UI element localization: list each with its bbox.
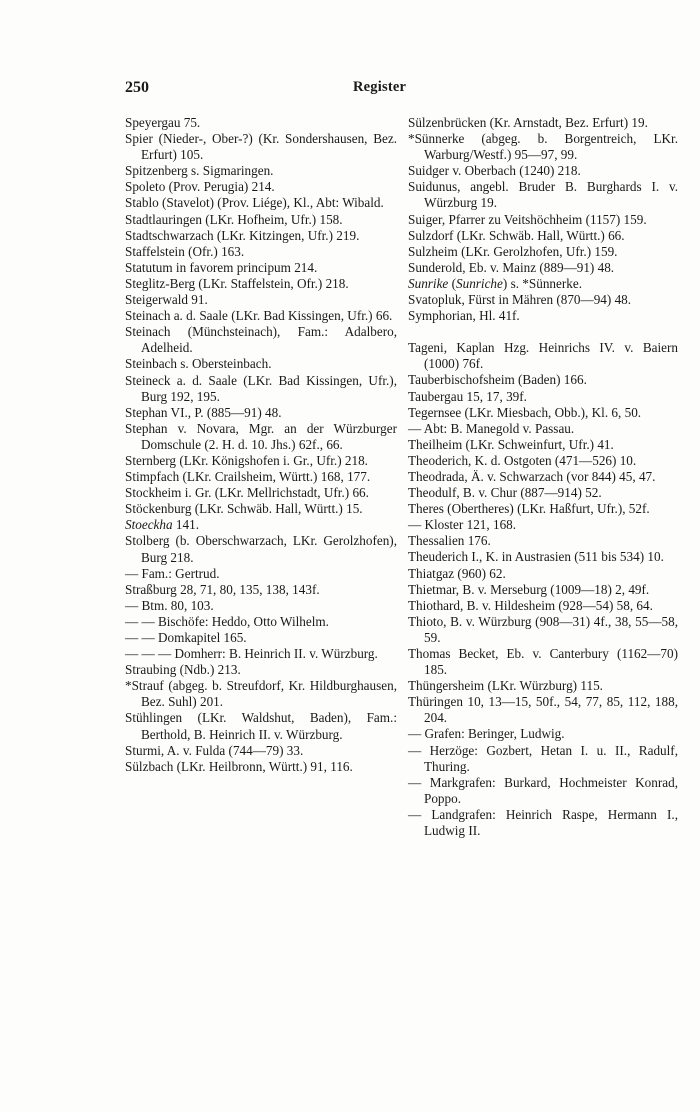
index-entry: Stimpfach (LKr. Crailsheim, Württ.) 168, 177.	[125, 469, 371, 485]
index-entry: *Strauf (abgeg. b. Streufdorf, Kr. Hildburghausen, Bez. Suhl) 201.	[125, 678, 397, 710]
index-entry: Svatopluk, Fürst in Mähren (870—94) 48.	[408, 292, 632, 308]
section-gap	[408, 324, 678, 340]
index-entry: Thomas Becket, Eb. v. Canterbury (1162—70) 185.	[408, 646, 678, 678]
index-column-left	[125, 115, 397, 775]
index-entry: Theodulf, B. v. Chur (887—914) 52.	[408, 485, 602, 501]
index-entry: Speyergau 75.	[125, 115, 201, 130]
index-entry: Stockheim i. Gr. (LKr. Mellrichstadt, Ufr.) 66.	[125, 485, 369, 501]
index-entry: Sturmi, A. v. Fulda (744—79) 33.	[125, 742, 304, 758]
index-entry: — Btm. 80, 103.	[125, 597, 214, 613]
index-entry: — Abt: B. Manegold v. Passau.	[408, 420, 575, 436]
index-entry: Tauberbischofsheim (Baden) 166.	[408, 372, 587, 388]
index-entry: Stablo (Stavelot) (Prov. Liége), Kl., Abt: Wibald.	[125, 195, 384, 211]
index-entry: Thietmar, B. v. Merseburg (1009—18) 2, 49f.	[408, 581, 650, 597]
index-entry: Suiger, Pfarrer zu Veitshöchheim (1157) 159.	[408, 211, 647, 227]
index-entry: Sülzbach (LKr. Heilbronn, Württ.) 91, 116.	[125, 758, 353, 774]
index-entry: Straubing (Ndb.) 213.	[125, 662, 241, 678]
index-entry: — Grafen: Beringer, Ludwig.	[408, 726, 565, 742]
index-entry: Steinach (Münchsteinach), Fam.: Adalbero, Adelheid.	[125, 324, 397, 356]
index-entry: Steglitz-Berg (LKr. Staffelstein, Ofr.) 218.	[125, 275, 349, 291]
index-entry: Stadtschwarzach (LKr. Kitzingen, Ufr.) 219.	[125, 227, 360, 243]
index-entry: Theodrada, Ä. v. Schwarzach (vor 844) 45, 47.	[408, 468, 656, 484]
index-entry: — Markgrafen: Burkard, Hochmeister Konrad, Poppo.	[408, 774, 678, 806]
index-entry: Stolberg (b. Oberschwarzach, LKr. Gerolzhofen), Burg 218.	[125, 533, 397, 565]
index-entry: *Sünnerke (abgeg. b. Borgentreich, LKr. Warburg/Westf.) 95—97, 99.	[408, 131, 678, 163]
index-column-right	[408, 115, 678, 839]
index-entry: Theuderich I., K. in Austrasien (511 bis 534) 10.	[408, 549, 664, 565]
index-entry: Sulzdorf (LKr. Schwäb. Hall, Württ.) 66.	[408, 227, 625, 243]
index-entry: Sülzenbrücken (Kr. Arnstadt, Bez. Erfurt) 19.	[408, 115, 648, 130]
index-entry: Steinach a. d. Saale (LKr. Bad Kissingen, Ufr.) 66.	[125, 308, 393, 324]
index-entry: Suidunus, angebl. Bruder B. Burghards I. v. Würzburg 19.	[408, 179, 678, 211]
index-entry: — Herzöge: Gozbert, Hetan I. u. II., Radulf, Thuring.	[408, 742, 678, 774]
index-entry: Tageni, Kaplan Hzg. Heinrichs IV. v. Baiern (1000) 76f.	[408, 340, 678, 372]
index-entry: Stoeckha 141.	[125, 517, 199, 533]
index-entry: Steineck a. d. Saale (LKr. Bad Kissingen, Ufr.), Burg 192, 195.	[125, 372, 397, 404]
index-entry: Stadtlauringen (LKr. Hofheim, Ufr.) 158.	[125, 211, 343, 227]
index-entry: Theilheim (LKr. Schweinfurt, Ufr.) 41.	[408, 436, 614, 452]
index-entry: Thessalien 176.	[408, 533, 491, 549]
index-entry: Stöckenburg (LKr. Schwäb. Hall, Württ.) 15.	[125, 501, 363, 517]
index-entry: — Landgrafen: Heinrich Raspe, Hermann I., Ludwig II.	[408, 806, 678, 839]
index-entry: Stephan VI., P. (885—91) 48.	[125, 404, 282, 420]
index-entry: Tegernsee (LKr. Miesbach, Obb.), Kl. 6, 50.	[408, 404, 642, 420]
index-entry: Stephan v. Novara, Mgr. an der Würzburger Domschule (2. H. d. 10. Jhs.) 62f., 66.	[125, 420, 397, 452]
index-entry: — Kloster 121, 168.	[408, 517, 517, 533]
index-entry: Taubergau 15, 17, 39f.	[408, 388, 527, 404]
index-entry: Spier (Nieder-, Ober-?) (Kr. Sondershausen, Bez. Erfurt) 105.	[125, 131, 397, 163]
index-entry: — — Bischöfe: Heddo, Otto Wilhelm.	[125, 613, 329, 629]
running-title: Register	[353, 79, 407, 95]
index-entry: Thüringen 10, 13—15, 50f., 54, 77, 85, 112, 188, 204.	[408, 694, 678, 726]
index-entry: Thüngersheim (LKr. Würzburg) 115.	[408, 678, 603, 694]
index-entry: Staffelstein (Ofr.) 163.	[125, 243, 245, 259]
index-entry: Thioto, B. v. Würzburg (908—31) 4f., 38, 55—58, 59.	[408, 613, 678, 645]
index-entry: Sunderold, Eb. v. Mainz (889—91) 48.	[408, 259, 615, 275]
index-entry: Stühlingen (LKr. Waldshut, Baden), Fam.: Berthold, B. Heinrich II. v. Würzburg.	[125, 710, 397, 742]
index-entry: Steigerwald 91.	[125, 292, 208, 308]
index-entry: Spitzenberg s. Sigmaringen.	[125, 163, 274, 179]
index-entry: Steinbach s. Obersteinbach.	[125, 356, 272, 372]
index-entry: Suidger v. Oberbach (1240) 218.	[408, 163, 581, 179]
index-entry: Sternberg (LKr. Königshofen i. Gr., Ufr.) 218.	[125, 452, 368, 468]
index-entry: Theres (Obertheres) (LKr. Haßfurt, Ufr.), 52f.	[408, 501, 650, 517]
index-entry: Statutum in favorem principum 214.	[125, 259, 318, 275]
index-entry: Spoleto (Prov. Perugia) 214.	[125, 179, 275, 195]
index-entry: — — — Domherr: B. Heinrich II. v. Würzburg.	[125, 646, 378, 662]
index-entry: Sunrike (Sunriche) s. *Sünnerke.	[408, 275, 583, 291]
page-header	[125, 79, 596, 101]
page-number: 250	[125, 79, 149, 96]
index-entry: Theoderich, K. d. Ostgoten (471—526) 10.	[408, 452, 637, 468]
index-entry: Thiothard, B. v. Hildesheim (928—54) 58, 64.	[408, 597, 653, 613]
index-entry: Straßburg 28, 71, 80, 135, 138, 143f.	[125, 581, 320, 597]
index-entry: Thiatgaz (960) 62.	[408, 565, 506, 581]
index-entry: Symphorian, Hl. 41f.	[408, 308, 520, 324]
index-entry: Sulzheim (LKr. Gerolzhofen, Ufr.) 159.	[408, 243, 618, 259]
index-entry: — — Domkapitel 165.	[125, 630, 247, 645]
index-entry: — Fam.: Gertrud.	[125, 565, 220, 581]
